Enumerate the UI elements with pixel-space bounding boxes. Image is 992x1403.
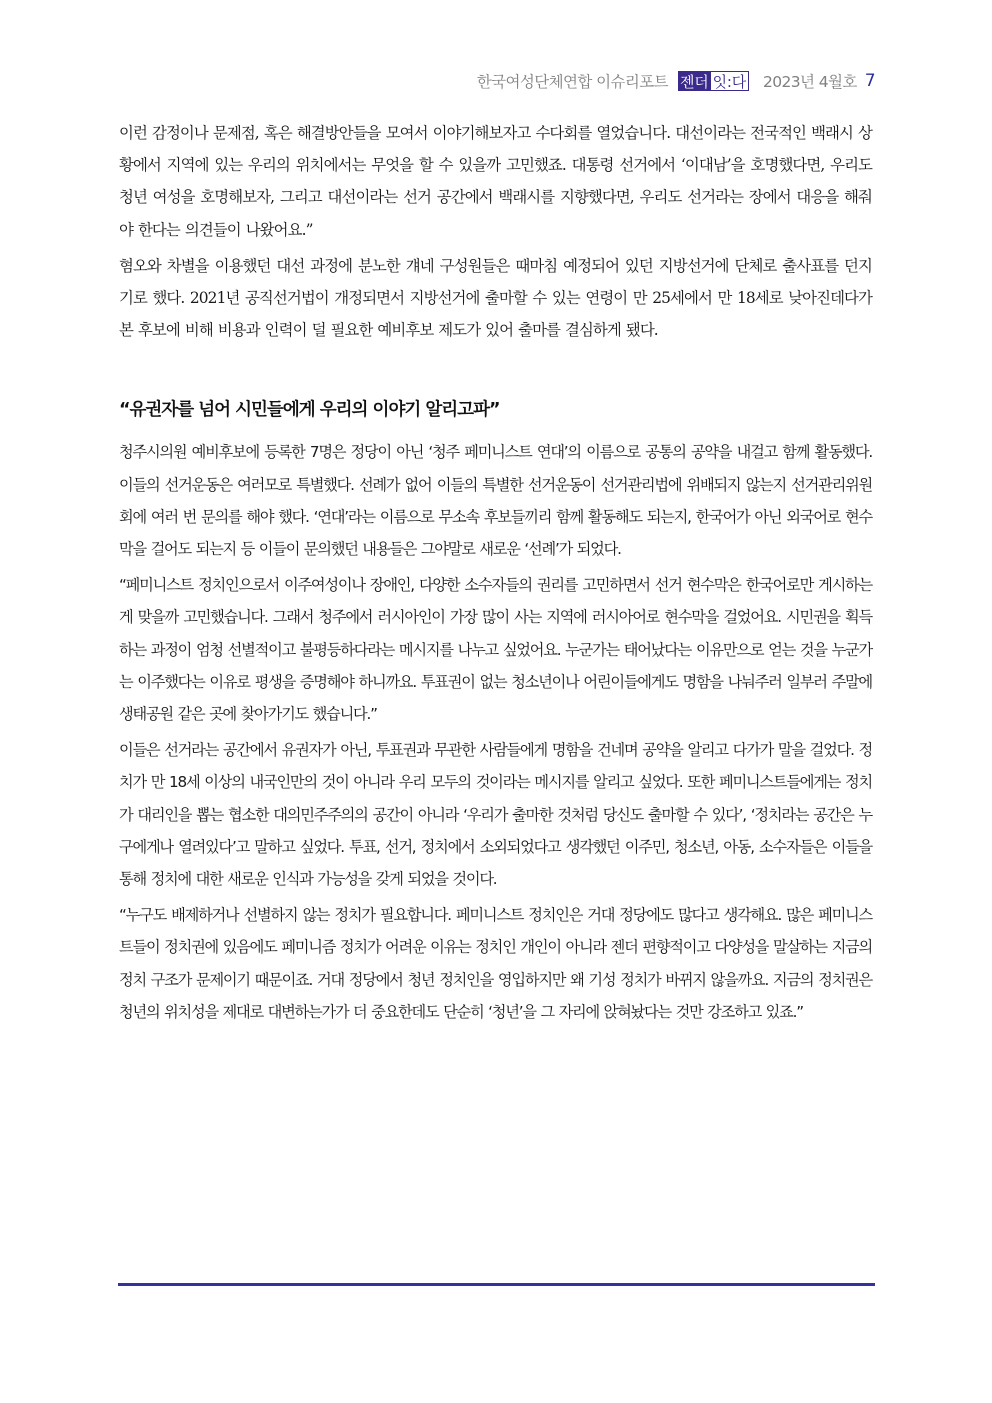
logo-light-part: 잇:다 xyxy=(711,71,749,91)
paragraph-decision: 혐오와 차별을 이용했던 대선 과정에 분노한 걔네 구성원들은 때마침 예정되어 있던 지방선거에 단체로 출사표를 던지기로 했다. 2021년 공직선거법이 개정되면서 지방선거에 출마할 수 있는 연령이 만 25세에서 만 18세로 낮아진데다가 본 후보에 비해 비용과 인력이 덜 필요한 예비후보 제도가 있어 출마를 결심하게 됐다. xyxy=(119,256,872,340)
paragraph-quote-banners: “페미니스트 정치인으로서 이주여성이나 장애인, 다양한 소수자들의 권리를 고민하면서 선거 현수막은 한국어로만 게시하는 게 맞을까 고민했습니다. 그래서 청주에서 러시아인이 가장 많이 사는 지역에 러시아어로 현수막을 걸었어요. 시민권을 획득하는 과정이 엄청 선별적이고 불평등하다라는 메시지를 나누고 싶었어요. 누군가는 태어났다는 이유만으로 얻는 것을 누군가는 이주했다는 이유로 평생을 증명해야 하니까요. 투표권이 없는 청소년이나 어린이들에게도 명함을 나눠주러 일부러 주말에 생태공원 같은 곳에 찾아가기도 했습니다.” xyxy=(119,576,872,724)
footer-divider xyxy=(118,1283,875,1286)
page-header xyxy=(477,70,875,92)
publication-name: 한국여성단체연합 이슈리포트 xyxy=(476,73,668,91)
page-number: 7 xyxy=(864,71,875,91)
article-body xyxy=(119,117,872,1032)
issue-date: 2023년 4월호 xyxy=(763,73,857,91)
paragraph-candidates: 청주시의원 예비후보에 등록한 7명은 정당이 아닌 ‘청주 페미니스트 연대’의 이름으로 공통의 공약을 내걸고 함께 활동했다. 이들의 선거운동은 여러모로 특별했다. 선례가 없어 이들의 특별한 선거운동이 선거관리법에 위배되지 않는지 선거관리위원회에 여러 번 문의를 해야 했다. ‘연대’라는 이름으로 무소속 후보들끼리 함께 활동해도 되는지, 한국어가 아닌 외국어로 현수막을 걸어도 되는지 등 이들이 문의했던 내용들은 그야말로 새로운 ‘선례’가 되었다. xyxy=(119,443,872,559)
paragraph-quote-politics: “누구도 배제하거나 선별하지 않는 정치가 필요합니다. 페미니스트 정치인은 거대 정당에도 많다고 생각해요. 많은 페미니스트들이 정치권에 있음에도 페미니즘 정치가 어려운 이유는 정치인 개인이 아니라 젠더 편향적이고 다양성을 말살하는 지금의 정치 구조가 문제이기 때문이죠. 거대 정당에서 청년 정치인을 영입하지만 왜 기성 정치가 바뀌지 않을까요. 지금의 정치권은 청년의 위치성을 제대로 대변하는가가 더 중요한데도 단순히 ‘청년’을 그 자리에 앉혀놨다는 것만 강조하고 있죠.” xyxy=(119,906,872,1021)
logo-dark-part: 젠더 xyxy=(679,72,709,91)
newsletter-logo xyxy=(678,71,749,91)
section-heading: “유권자를 넘어 시민들에게 우리의 이야기 알리고파” xyxy=(119,400,500,421)
paragraph-quote-continuation: 이런 감정이나 문제점, 혹은 해결방안들을 모여서 이야기해보자고 수다회를 열었습니다. 대선이라는 전국적인 백래시 상황에서 지역에 있는 우리의 위치에서는 무엇을 할 수 있을까 고민했죠. 대통령 선거에서 ‘이대남’을 호명했다면, 우리도 청년 여성을 호명해보자, 그리고 대선이라는 선거 공간에서 백래시를 지향했다면, 우리도 선거라는 장에서 대응을 해줘야 한다는 의견들이 나왔어요.” xyxy=(119,124,872,239)
paragraph-outreach: 이들은 선거라는 공간에서 유권자가 아닌, 투표권과 무관한 사람들에게 명함을 건네며 공약을 알리고 다가가 말을 걸었다. 정치가 만 18세 이상의 내국인만의 것이 아니라 우리 모두의 것이라는 메시지를 알리고 싶었다. 또한 페미니스트들에게는 정치가 대리인을 뽑는 협소한 대의민주주의의 공간이 아니라 ‘우리가 출마한 것처럼 당신도 출마할 수 있다’, ‘정치라는 공간은 누구에게나 열려있다’고 말하고 싶었다. 투표, 선거, 정치에서 소외되었다고 생각했던 이주민, 청소년, 아동, 소수자들은 이들을 통해 정치에 대한 새로운 인식과 가능성을 갖게 되었을 것이다. xyxy=(119,741,872,889)
